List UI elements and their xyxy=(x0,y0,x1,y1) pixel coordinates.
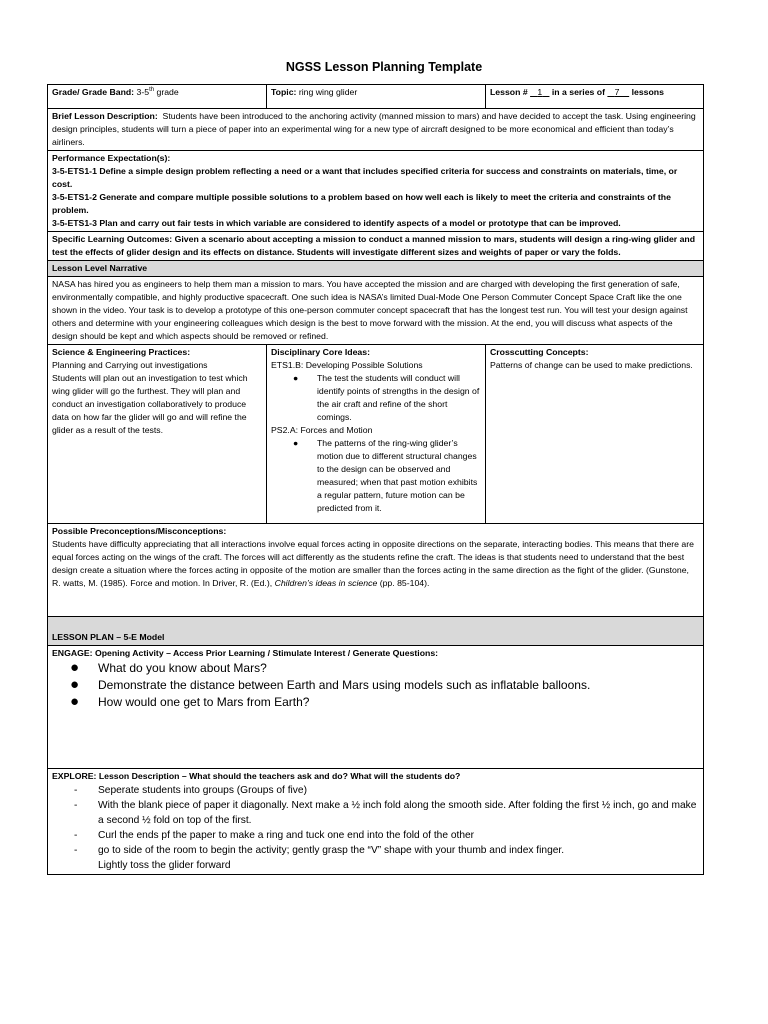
three-dimensions-row xyxy=(48,345,704,524)
lessons-word: lessons xyxy=(631,87,664,97)
topic-cell xyxy=(267,85,486,109)
practices-cell xyxy=(48,345,267,524)
crosscutting-text: Patterns of change can be used to make predictions. xyxy=(490,360,693,370)
lesson-plan-label: LESSON PLAN – 5-E Model xyxy=(48,617,704,646)
crosscutting-label: Crosscutting Concepts: xyxy=(490,347,589,357)
engage-cell xyxy=(48,646,704,769)
core-ideas-cell xyxy=(267,345,486,524)
engage-list xyxy=(52,660,699,711)
core-idea-list xyxy=(271,372,481,424)
bullet-icon: ● xyxy=(70,676,80,693)
brief-text: Students have been introduced to the anchoring activity (manned mission to mars) and have decided to accept the task. Using engineering design principles, students will turn a piece of paper into an experimental wing for a new type of aircraft designed to be more economical and efficient than today’s airliners. xyxy=(52,111,696,147)
engage-row xyxy=(48,646,704,769)
grade-sup: th xyxy=(149,87,155,94)
header-row xyxy=(48,85,704,109)
lesson-cell xyxy=(486,85,704,109)
engage-label: ENGAGE: Opening Activity – Access Prior Learning / Stimulate Interest / Generate Questions: xyxy=(52,648,439,658)
outcomes-text: Given a scenario about accepting a mission to conduct a manned mission to mars, students will design a ring-wing glider and test the effects of glider design and its effects on distance. Students will investigate different sizes and weights of paper or vary the folds. xyxy=(52,234,696,257)
list-item: - go to side of the room to begin the activity; gently grasp the “V” shape with your thumb and index finger. Lightly toss the glider forward xyxy=(74,845,565,871)
performance-row xyxy=(48,151,704,232)
grade-value: 3-5 xyxy=(136,87,150,97)
explore-list xyxy=(52,783,699,873)
practices-label: Science & Engineering Practices: xyxy=(52,347,191,357)
bullet-icon: ● xyxy=(70,659,80,676)
outcomes-cell xyxy=(48,232,704,261)
performance-item: 3-5-ETS1-1 Define a simple design problem reflecting a need or a want that includes specified criteria for success and constraints on materials, time, or cost. xyxy=(52,166,678,189)
list-item: - Curl the ends pf the paper to make a ring and tuck one end into the fold of the other xyxy=(74,830,475,841)
narrative-row xyxy=(48,277,704,345)
book-title: Children’s ideas in science xyxy=(274,578,378,588)
bullet-icon: ● xyxy=(293,438,299,448)
misconceptions-row xyxy=(48,524,704,617)
core-ideas-label: Disciplinary Core Ideas: xyxy=(271,347,370,357)
brief-row xyxy=(48,109,704,151)
narrative-label: Lesson Level Narrative xyxy=(48,261,704,277)
lesson-label: Lesson # xyxy=(490,87,528,97)
explore-cell xyxy=(48,769,704,875)
outcomes-label: Specific Learning Outcomes: xyxy=(52,234,173,244)
misconceptions-text: Students have difficulty appreciating that all interactions involve equal forces acting in opposite directions on the separate, interacting bodies. This means that there are equal forces acting on the wings of the craft. The forces will act differently as the students refine the craft. The ideas is that students need to understand that the best design create a situation where the forces acting in opposite of the motion are smaller than the forces acting in the same direction as the fight of the glider. (Gunstone, R. watts, M. (1985). Force and motion. In Driver, R. (Ed.), Children’s ideas in science (pp. 85-104). xyxy=(52,539,694,588)
core-idea-heading: PS2.A: Forces and Motion xyxy=(271,425,373,435)
lesson-number: 1 xyxy=(537,87,543,97)
core-idea-heading: ETS1.B: Developing Possible Solutions xyxy=(271,360,423,370)
topic-label: Topic: xyxy=(271,87,297,97)
lesson-plan-table xyxy=(47,84,704,875)
page-title: NGSS Lesson Planning Template xyxy=(285,60,483,74)
list-item: - With the blank piece of paper it diagonally. Next make a ½ inch fold along the smooth side. After folding the first ½ inch, go and make a second ½ fold on top of the first. xyxy=(74,800,697,826)
list-item: ● Demonstrate the distance between Earth and Mars using models such as inflatable balloons. xyxy=(70,676,591,693)
practices-text: Students will plan out an investigation to test which wing glider will go the furthest. They will plan and conduct an investigation collaboratively to produce data on how far the glider will go and will refine the glider as a result of the tests. xyxy=(52,373,248,435)
grade-suffix: grade xyxy=(156,87,179,97)
bullet-icon: ● xyxy=(293,373,299,383)
crosscutting-cell xyxy=(486,345,704,524)
brief-label: Brief Lesson Description: xyxy=(52,111,158,121)
narrative-label-row xyxy=(48,261,704,277)
core-idea-list xyxy=(271,437,481,515)
dash-icon: - xyxy=(74,800,78,811)
lesson-plan-label-row xyxy=(48,617,704,646)
list-item: ● How would one get to Mars from Earth? xyxy=(70,693,310,710)
misconceptions-cell xyxy=(48,524,704,617)
list-item: - Seperate students into groups (Groups of five) xyxy=(74,785,307,796)
topic-value: ring wing glider xyxy=(298,87,358,97)
practices-subtitle: Planning and Carrying out investigations xyxy=(52,360,208,370)
list-item: ● What do you know about Mars? xyxy=(70,659,267,676)
performance-item: 3-5-ETS1-3 Plan and carry out fair tests in which variable are considered to identify aspects of a model or prototype that can be improved. xyxy=(52,218,621,228)
explore-label: EXPLORE: Lesson Description – What should the teachers ask and do? What will the students do? xyxy=(52,771,461,781)
outcomes-row xyxy=(48,232,704,261)
brief-cell xyxy=(48,109,704,151)
dash-icon: - xyxy=(74,785,78,796)
grade-cell xyxy=(48,85,267,109)
lesson-total: 7 xyxy=(614,87,620,97)
misconceptions-label: Possible Preconceptions/Misconceptions: xyxy=(52,526,227,536)
performance-item: 3-5-ETS1-2 Generate and compare multiple possible solutions to a problem based on how well each is likely to meet the criteria and constraints of the problem. xyxy=(52,192,671,215)
bullet-icon: ● xyxy=(70,693,80,710)
narrative-text: NASA has hired you as engineers to help them man a mission to mars. You have accepted the mission and are charged with developing the first generation of safe, environmentally compatible, and highly productive spacecraft. One such idea is NASA’s limited Dual-Mode One Person Commuter Concept Space Craft like the one shown in the video. Your task is to develop a prototype of this one-person commuter concept spacecraft that has the longest test run. You will test your design against others and determine with your engineering colleagues which design is the best to move forward with the mission. At the end, you will discuss what aspects of the design should be kept and which aspects should be removed or refined. xyxy=(48,277,704,345)
list-item: ● The patterns of the ring-wing glider’s motion due to different structural changes to the design can be observed and measured; when that past motion exhibits a regular pattern, future motion can be predicted from it. xyxy=(293,438,478,513)
explore-continuation: Lightly toss the glider forward xyxy=(98,860,231,871)
grade-label: Grade/ Grade Band: xyxy=(52,87,135,97)
list-item: ● The test the students will conduct will identify points of strengths in the design of the air craft and refine of the short comings. xyxy=(293,373,480,422)
dash-icon: - xyxy=(74,830,78,841)
lesson-series-text: in a series of xyxy=(551,87,605,97)
explore-row xyxy=(48,769,704,875)
performance-cell xyxy=(48,151,704,232)
dash-icon: - xyxy=(74,845,78,856)
performance-label: Performance Expectation(s): xyxy=(52,153,171,163)
